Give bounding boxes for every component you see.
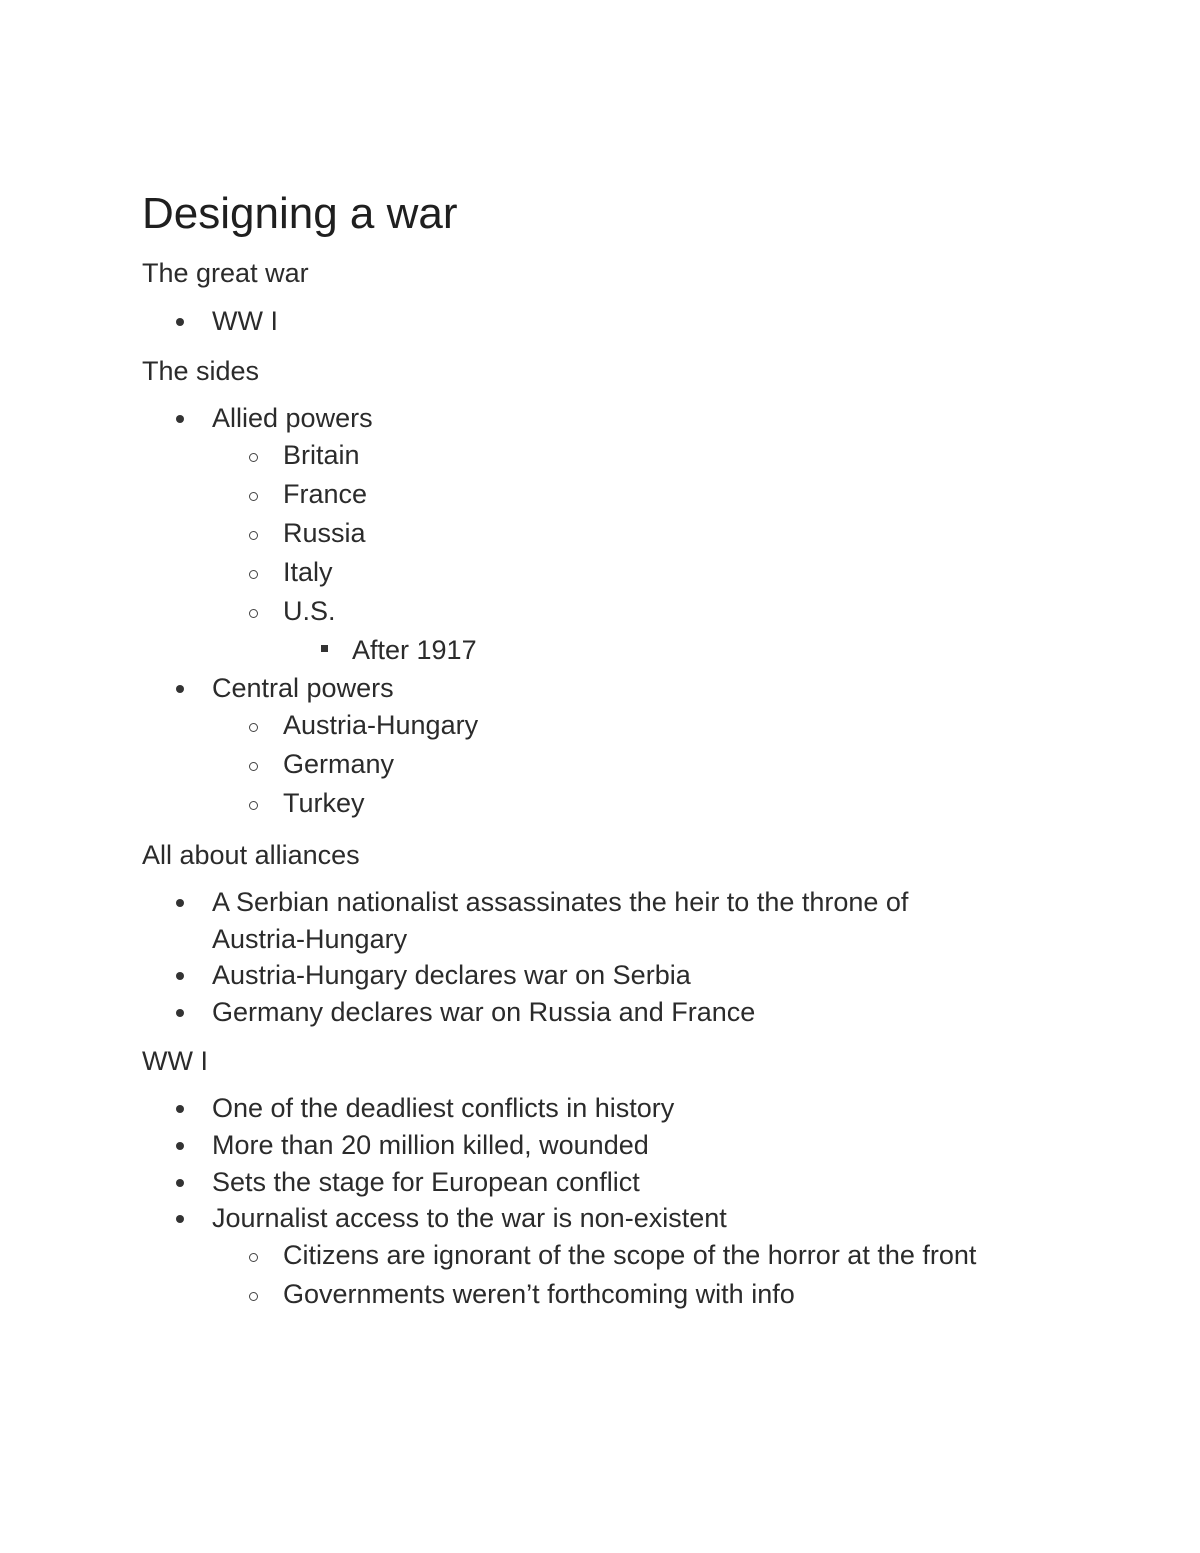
bullet-icon — [176, 899, 184, 907]
list-item — [283, 1237, 976, 1274]
circle-bullet-icon — [249, 453, 258, 462]
bullet-icon — [176, 1009, 184, 1017]
list-item-text: After 1917 — [352, 635, 477, 665]
circle-bullet-icon — [249, 570, 258, 579]
square-bullet-icon — [321, 645, 328, 652]
circle-bullet-icon — [249, 762, 258, 771]
bullet-icon — [176, 1215, 184, 1223]
list-item — [283, 707, 478, 744]
document-title: Designing a war — [142, 189, 458, 238]
list-item — [212, 884, 908, 921]
list-item — [212, 1200, 727, 1237]
list-item-text: Italy — [283, 557, 333, 587]
list-item — [212, 670, 394, 707]
circle-bullet-icon — [249, 531, 258, 540]
circle-bullet-icon — [249, 801, 258, 810]
list-item — [283, 593, 336, 630]
list-item-text: U.S. — [283, 596, 336, 626]
list-item-text: Austria-Hungary declares war on Serbia — [212, 960, 691, 990]
list-item-text: Germany declares war on Russia and France — [212, 997, 756, 1027]
section-heading-alliances: All about alliances — [142, 840, 360, 870]
list-item — [283, 1276, 795, 1313]
list-item-text: WW I — [212, 306, 278, 336]
bullet-icon — [176, 415, 184, 423]
list-item — [352, 632, 477, 669]
list-item — [212, 400, 373, 437]
list-item-text: Allied powers — [212, 403, 373, 433]
list-item — [212, 994, 755, 1031]
list-item — [212, 1090, 674, 1127]
bullet-icon — [176, 685, 184, 693]
circle-bullet-icon — [249, 1292, 258, 1301]
list-item-text: Journalist access to the war is non-existent — [212, 1203, 727, 1233]
circle-bullet-icon — [249, 609, 258, 618]
list-item — [283, 554, 333, 591]
circle-bullet-icon — [249, 492, 258, 501]
section-heading-sides: The sides — [142, 356, 260, 386]
bullet-icon — [176, 972, 184, 980]
circle-bullet-icon — [249, 1253, 258, 1262]
list-item-text: Central powers — [212, 673, 394, 703]
list-item-text: France — [283, 479, 368, 509]
list-item-text: Governments weren’t forthcoming with info — [283, 1279, 795, 1309]
list-item-text: Austria-Hungary — [283, 710, 479, 740]
list-item — [283, 515, 366, 552]
bullet-icon — [176, 318, 184, 326]
list-item-text: Russia — [283, 518, 366, 548]
list-item — [212, 1127, 649, 1164]
list-item-text: Turkey — [283, 788, 365, 818]
list-item-text: Citizens are ignorant of the scope of the horror at the front — [283, 1240, 977, 1270]
section-heading-ww1: WW I — [142, 1046, 208, 1076]
list-item-text: One of the deadliest conflicts in history — [212, 1093, 675, 1123]
list-item — [283, 785, 365, 822]
bullet-icon — [176, 1142, 184, 1150]
list-item — [283, 437, 360, 474]
list-item-text: More than 20 million killed, wounded — [212, 1130, 649, 1160]
list-item-text: Britain — [283, 440, 360, 470]
list-item-text: Germany — [283, 749, 395, 779]
list-item — [212, 957, 691, 994]
section-heading-great-war: The great war — [142, 258, 309, 288]
list-item-text: Austria-Hungary — [212, 924, 408, 954]
circle-bullet-icon — [249, 723, 258, 732]
bullet-icon — [176, 1179, 184, 1187]
list-item-text: A Serbian nationalist assassinates the heir to the throne of — [212, 887, 909, 917]
list-item-text: Sets the stage for European conflict — [212, 1167, 640, 1197]
list-item — [212, 303, 278, 340]
bullet-icon — [176, 1105, 184, 1113]
list-item — [283, 746, 394, 783]
list-item-continuation — [212, 921, 407, 958]
list-item — [212, 1164, 640, 1201]
list-item — [283, 476, 367, 513]
